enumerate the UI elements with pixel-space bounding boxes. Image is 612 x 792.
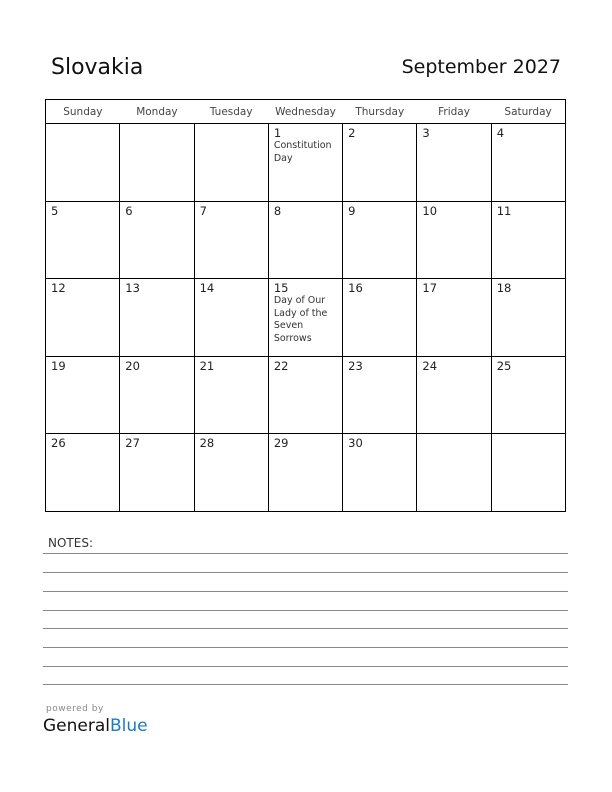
day-cell[interactable] — [417, 434, 491, 512]
weekday-header: Thursday — [343, 100, 417, 124]
week-row — [46, 356, 566, 434]
day-number: 16 — [348, 281, 363, 296]
generalblue-logo — [43, 716, 148, 736]
day-cell[interactable] — [46, 434, 120, 512]
day-number: 12 — [51, 281, 66, 296]
day-cell[interactable] — [268, 356, 342, 434]
day-number: 22 — [273, 358, 289, 373]
day-cell[interactable] — [46, 124, 120, 202]
day-cell[interactable] — [194, 279, 268, 357]
week-row — [46, 201, 566, 279]
notes-line — [43, 591, 568, 592]
day-cell[interactable] — [268, 124, 342, 202]
week-row — [46, 124, 566, 202]
day-number: 7 — [199, 203, 207, 218]
day-cell[interactable] — [120, 124, 194, 202]
powered-by: powered by — [46, 704, 104, 714]
day-number: 27 — [125, 436, 140, 451]
day-number: 11 — [496, 203, 512, 218]
week-row — [46, 434, 566, 512]
notes-line — [43, 572, 568, 573]
day-cell[interactable] — [343, 434, 417, 512]
day-cell[interactable] — [417, 279, 491, 357]
day-cell[interactable] — [491, 434, 565, 512]
day-number: 14 — [199, 281, 215, 296]
day-number: 9 — [348, 203, 356, 218]
day-number: 18 — [496, 281, 512, 296]
logo-general: General — [43, 716, 110, 736]
day-cell[interactable] — [417, 356, 491, 434]
day-cell[interactable] — [268, 434, 342, 512]
day-cell[interactable] — [120, 434, 194, 512]
logo-blue: Blue — [110, 716, 148, 736]
notes-line — [43, 553, 568, 554]
day-number: 19 — [51, 358, 66, 373]
day-cell[interactable] — [268, 279, 342, 357]
calendar-month: September 2027 — [401, 56, 561, 78]
day-cell[interactable] — [491, 356, 565, 434]
day-number: 23 — [348, 358, 363, 373]
notes-line — [43, 610, 568, 611]
day-cell[interactable] — [491, 279, 565, 357]
day-cell[interactable] — [194, 124, 268, 202]
day-cell[interactable] — [46, 201, 120, 279]
day-number: 6 — [125, 203, 133, 218]
day-cell[interactable] — [491, 124, 565, 202]
day-cell[interactable] — [46, 279, 120, 357]
day-cell[interactable] — [120, 356, 194, 434]
day-cell[interactable] — [194, 201, 268, 279]
calendar-country: Slovakia — [51, 55, 144, 80]
notes-line — [43, 666, 568, 667]
weekday-header: Saturday — [491, 100, 565, 124]
day-number: 24 — [422, 358, 438, 373]
day-cell[interactable] — [343, 124, 417, 202]
day-number: 4 — [496, 126, 505, 140]
day-number: 2 — [348, 126, 356, 140]
day-number: 3 — [422, 126, 430, 140]
day-number: 1 — [273, 126, 282, 140]
day-number: 10 — [422, 203, 438, 218]
day-number: 29 — [273, 436, 289, 451]
day-number: 5 — [51, 203, 59, 218]
day-number: 15 — [273, 281, 289, 296]
weekday-header: Tuesday — [194, 100, 268, 124]
weekday-header: Friday — [417, 100, 491, 124]
day-cell[interactable] — [194, 434, 268, 512]
day-number: 26 — [51, 436, 66, 451]
holiday-label: Day of Our Lady of the Seven Sorrows — [273, 295, 328, 344]
day-cell[interactable] — [491, 201, 565, 279]
notes-line — [43, 684, 568, 685]
weekday-header: Wednesday — [268, 100, 342, 124]
week-row — [46, 279, 566, 357]
day-cell[interactable] — [120, 279, 194, 357]
day-cell[interactable] — [268, 201, 342, 279]
day-number: 17 — [422, 281, 438, 296]
notes-line — [43, 647, 568, 648]
day-number: 25 — [496, 358, 512, 373]
notes-label: NOTES: — [48, 536, 93, 550]
day-cell[interactable] — [343, 201, 417, 279]
day-cell[interactable] — [343, 279, 417, 357]
day-number: 20 — [125, 358, 140, 373]
day-number: 21 — [199, 358, 215, 373]
notes-line — [43, 628, 568, 629]
day-cell[interactable] — [194, 356, 268, 434]
day-cell[interactable] — [343, 356, 417, 434]
weekday-header: Monday — [120, 100, 194, 124]
day-number: 28 — [199, 436, 215, 451]
day-cell[interactable] — [417, 124, 491, 202]
calendar-grid — [45, 99, 566, 512]
day-number: 13 — [125, 281, 140, 296]
day-number: 8 — [273, 203, 282, 218]
day-number: 30 — [348, 436, 363, 451]
day-cell[interactable] — [417, 201, 491, 279]
day-cell[interactable] — [120, 201, 194, 279]
weekday-header: Sunday — [46, 100, 120, 124]
day-cell[interactable] — [46, 356, 120, 434]
holiday-label: Constitution Day — [273, 140, 332, 164]
